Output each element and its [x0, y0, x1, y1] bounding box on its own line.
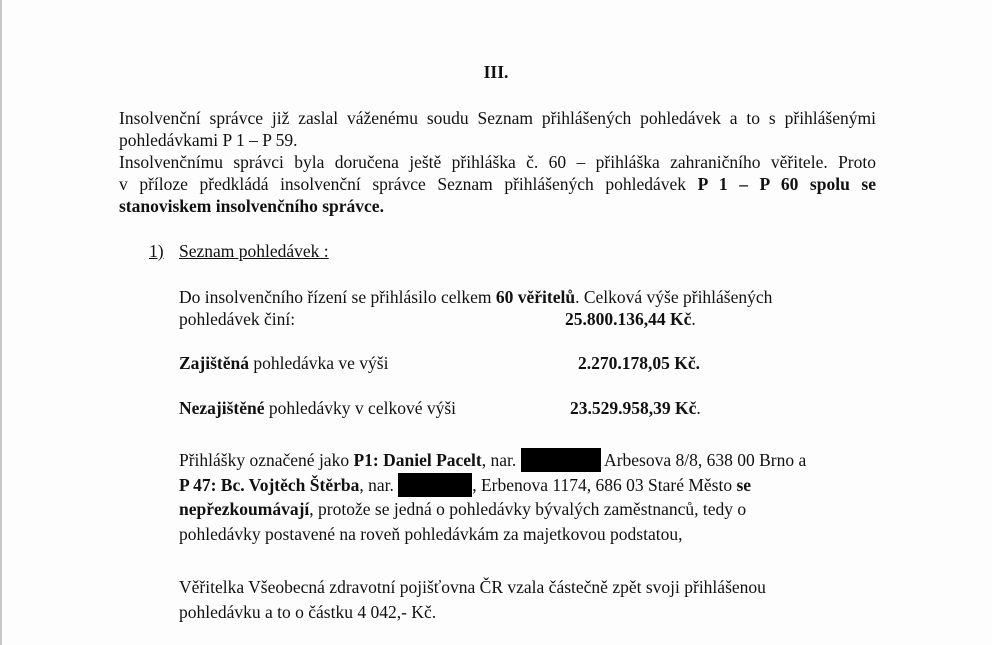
claimant-p47: P 47: Bc. Vojtěch Štěrba	[179, 475, 360, 495]
creditor-count: 60 věřitelů	[495, 287, 576, 307]
claims-line-3	[179, 498, 746, 520]
unsecured-label-bold: Nezajištěné	[179, 398, 265, 418]
intro-line-4-bold: P 1 – P 60 spolu se	[697, 174, 876, 194]
summary-text-2: . Celková výše přihlášených	[575, 287, 773, 307]
summary-line-2-label: pohledávek činí:	[179, 309, 296, 329]
secured-label-bold: Zajištěná	[179, 353, 249, 373]
unsecured-label-rest: pohledávky v celkové výši	[264, 398, 457, 418]
claims-text: Přihlášky označené jako	[179, 450, 354, 470]
total-amount	[565, 308, 696, 330]
intro-line-3: Insolvenčnímu správci byla doručena ještě přihláška č. 60 – přihláška zahraničního věřitele. Proto	[119, 152, 876, 172]
unsecured-amount-suffix: .	[696, 398, 701, 418]
claims-address-2: , Erbenova 1174, 686 03 Staré Město	[472, 475, 737, 495]
claims-text: , nar.	[481, 450, 521, 470]
page-edge	[0, 0, 2, 645]
claims-status: nepřezkoumávají	[179, 499, 310, 519]
claims-bold-se: se	[736, 475, 752, 495]
secured-label-rest: pohledávka ve výši	[249, 353, 389, 373]
claims-text: , protože se jedná o pohledávky bývalých zaměstnanců, tedy o	[309, 499, 747, 519]
summary-line-1	[179, 286, 772, 308]
unsecured-label	[179, 397, 456, 419]
claims-line-2	[179, 473, 751, 497]
redaction-box	[521, 448, 601, 472]
secured-label	[179, 352, 388, 374]
intro-line-2: pohledávkami P 1 – P 59.	[119, 130, 298, 150]
section-title: Seznam pohledávek :	[179, 241, 329, 261]
section-number: 1)	[149, 241, 164, 261]
intro-line-5: stanoviskem insolvenčního správce.	[119, 196, 384, 216]
claims-text: , nar.	[359, 475, 399, 495]
unsecured-amount	[570, 397, 701, 419]
secured-amount: 2.270.178,05 Kč.	[578, 353, 701, 373]
intro-line-4	[119, 173, 876, 195]
intro-line-1: Insolvenční správce již zaslal váženému soudu Seznam přihlášených pohledávek a to s přihlášenými	[119, 108, 876, 128]
withdrawal-line-2: pohledávku a to o částku 4 042,- Kč.	[179, 602, 437, 622]
unsecured-amount-value: 23.529.958,39 Kč	[570, 398, 697, 418]
total-amount-value: 25.800.136,44 Kč	[565, 309, 692, 329]
claimant-p1: P1: Daniel Pacelt	[353, 450, 482, 470]
withdrawal-line-1: Věřitelka Všeobecná zdravotní pojišťovna ČR vzala částečně zpět svoji přihlášenou	[179, 577, 766, 597]
total-amount-suffix: .	[691, 309, 696, 329]
claims-line-4: pohledávky postavené na roveň pohledávkám za majetkovou podstatou,	[179, 524, 683, 544]
redaction-box	[398, 473, 472, 497]
claims-address-1: Arbesova 8/8, 638 00 Brno a	[600, 450, 807, 470]
section-heading: III.	[483, 62, 509, 82]
summary-text: Do insolvenčního řízení se přihlásilo celkem	[179, 287, 496, 307]
claims-line-1	[179, 448, 806, 472]
intro-line-4-text: v příloze předkládá insolvenční správce Seznam přihlášených pohledávek	[119, 174, 698, 194]
